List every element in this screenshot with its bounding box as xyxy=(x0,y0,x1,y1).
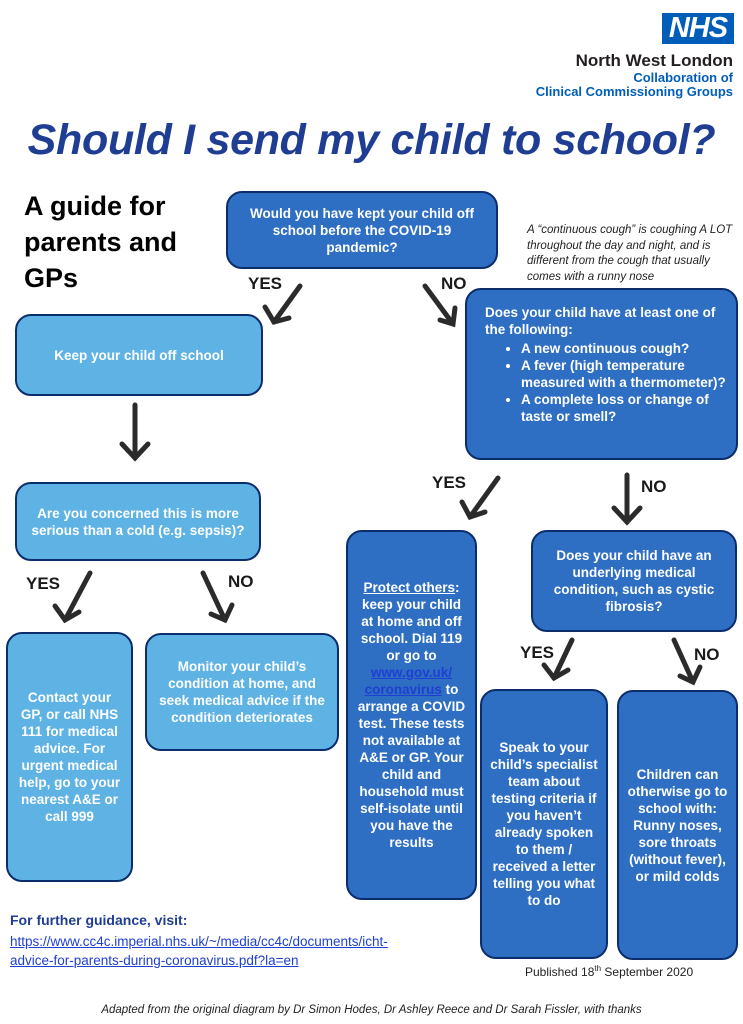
children-can-go-text: Children can otherwise go to school with: Runny noses, sore throats (without fever), or mild colds xyxy=(627,766,728,884)
page-title: Should I send my child to school? xyxy=(27,116,716,164)
contact-gp-text: Contact your GP, or call NHS 111 for medical advice. For urgent medical help, go to your nearest A&E or call 999 xyxy=(18,690,121,824)
contact-gp-box xyxy=(6,632,133,882)
guidance-url-line2[interactable] xyxy=(10,953,299,968)
arrow-symptoms-yes xyxy=(462,478,498,517)
published-date xyxy=(525,964,693,979)
symptom-cough: • A new continuous cough? xyxy=(521,340,726,357)
guidance-link-part1[interactable]: https://www.cc4c.imperial.nhs.uk/~/media/cc4c/documents/icht- xyxy=(10,934,388,949)
symptoms-question: Does your child have at least one of the following: xyxy=(485,305,716,337)
protect-others-box xyxy=(346,530,477,900)
published-suffix: September 2020 xyxy=(601,965,694,979)
arrow-symptoms-no xyxy=(614,475,640,522)
protect-text-1: : keep your child at home and off school. Dial 119 or go to xyxy=(360,580,463,663)
protect-text-2: to arrange a COVID test. These tests not available at A&E or GP. Your child and household must self-isolate until you have the results xyxy=(357,682,466,850)
org-subtitle-line2: Clinical Commissioning Groups xyxy=(535,84,733,99)
concerned-text: Are you concerned this is more serious than a cold (e.g. sepsis)? xyxy=(31,505,245,538)
subtitle-line2: parents and xyxy=(24,227,178,257)
underlying-text: Does your child have an underlying medical condition, such as cystic fibrosis? xyxy=(553,548,715,614)
label-no-symptoms: NO xyxy=(641,477,667,496)
symptoms-list xyxy=(485,340,726,425)
subtitle-line3: GPs xyxy=(24,263,79,293)
symptoms-box xyxy=(465,288,738,460)
arrow-concerned-yes xyxy=(55,573,90,620)
label-yes-underlying: YES xyxy=(520,643,555,662)
keep-off-text: Keep your child off school xyxy=(54,347,224,363)
protect-heading: Protect others xyxy=(363,580,456,595)
specialist-text: Speak to your child’s specialist team about testing criteria if you haven’t already spoken to them / received a letter telling you what to do xyxy=(490,740,598,908)
label-yes-concerned: YES xyxy=(26,574,61,593)
guidance-url-line1[interactable] xyxy=(10,934,388,949)
published-sup: th xyxy=(594,964,602,973)
symptom-taste: • A complete loss or change of taste or smell? xyxy=(521,391,726,425)
attribution-footer: Adapted from the original diagram by Dr Simon Hodes, Dr Ashley Reece and Dr Sarah Fissler, with thanks xyxy=(101,1004,642,1016)
keep-off-box xyxy=(15,314,263,396)
subtitle-line1: A guide for xyxy=(24,191,166,221)
label-yes-symptoms: YES xyxy=(432,473,467,492)
arrow-keepoff-down xyxy=(122,405,148,458)
published-prefix: Published 18 xyxy=(525,965,595,979)
nhs-logo: NHS xyxy=(662,13,734,44)
cough-note: A “continuous cough” is coughing A LOT throughout the day and night, and is different from the cough that usually comes with a runny nose xyxy=(527,224,733,283)
monitor-box xyxy=(145,633,339,751)
label-no-start: NO xyxy=(441,274,467,293)
label-no-underlying: NO xyxy=(694,645,720,664)
org-subtitle-line1: Collaboration of xyxy=(633,70,733,85)
underlying-box xyxy=(531,530,737,632)
symptom-fever: • A fever (high temperature measured with a thermometer)? xyxy=(521,357,726,391)
start-question-box xyxy=(226,191,498,269)
label-yes-start: YES xyxy=(248,274,283,293)
protect-others-content xyxy=(356,579,467,851)
monitor-text: Monitor your child’s condition at home, and seek medical advice if the condition deteriorates xyxy=(159,659,325,725)
guidance-heading: For further guidance, visit: xyxy=(10,912,188,928)
specialist-box xyxy=(480,689,608,959)
gov-uk-coronavirus-link[interactable]: www.gov.uk/ coronavirus xyxy=(364,665,452,697)
start-question-text: Would you have kept your child off school before the COVID-19 pandemic? xyxy=(249,205,474,255)
concerned-box xyxy=(15,482,261,561)
children-can-go-box xyxy=(617,690,738,960)
label-no-concerned: NO xyxy=(228,572,254,591)
guidance-link-part2[interactable]: advice-for-parents-during-coronavirus.pdf?la=en xyxy=(10,953,299,968)
org-name: North West London xyxy=(575,51,733,70)
